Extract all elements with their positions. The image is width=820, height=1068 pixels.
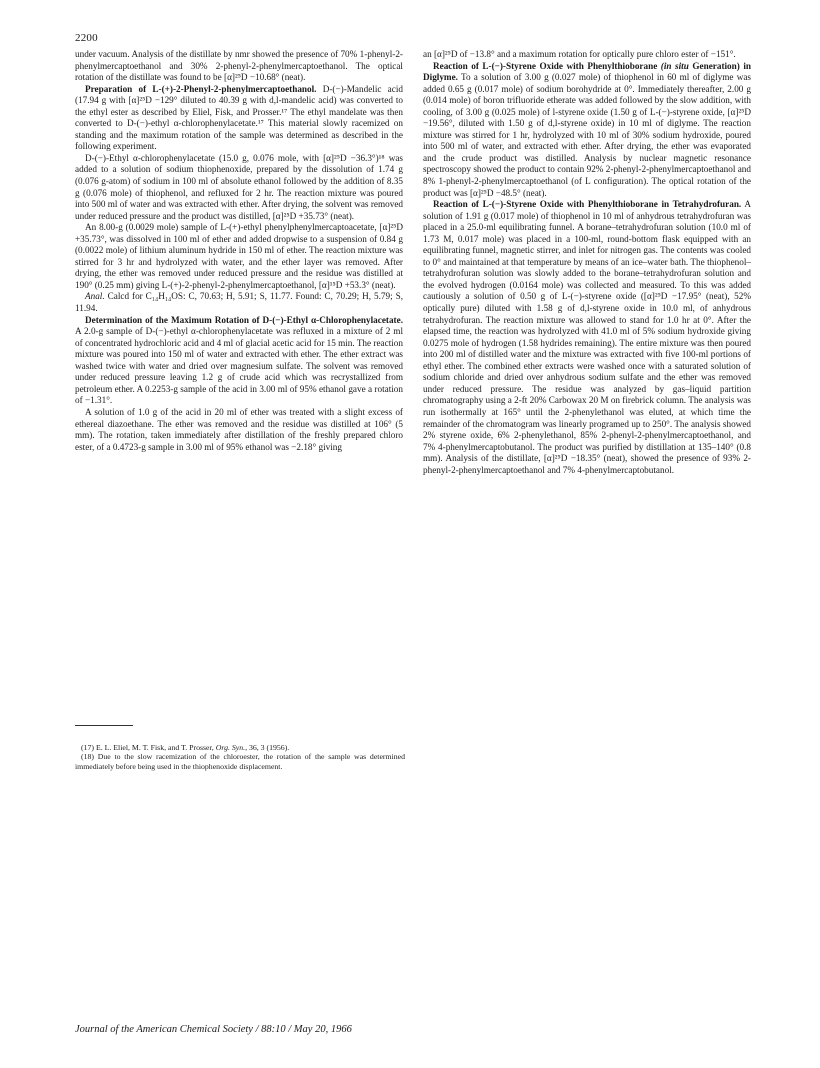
right-column xyxy=(423,49,751,476)
paragraph xyxy=(75,291,403,314)
section-heading: Reaction of L-(−)-Styrene Oxide with Phenylthioborane xyxy=(433,60,658,71)
paragraph xyxy=(75,315,403,407)
footnotes xyxy=(75,743,405,771)
footnote-text: , 36, 3 (1956). xyxy=(245,743,290,752)
page-number: 2200 xyxy=(75,32,98,44)
footnote-text: (17) E. L. Eliel, M. T. Fisk, and T. Prosser, xyxy=(81,743,216,752)
paragraph-text: D-(−)-Mandelic acid (17.94 g with [α]²⁵D −129° diluted to 40.39 g with d,l-mandelic acid) was converted to the ethyl ester as described by Eliel, Fisk, and Prosser.¹⁷ The ethyl mandelate was then converted to D-(−)-ethyl α-chlorophenylacetate.¹⁷ This material slowly racemized on standing and the maximum rotation of the sample was determined as described in the following experiment. xyxy=(75,83,403,152)
paragraph-text: To a solution of 3.00 g (0.027 mole) of thiophenol in 60 ml of diglyme was added 0.65 g (0.017 mole) of sodium borohydride at 0°. Immediately thereafter, 2.00 g (0.014 mole) of boron trifluoride etherate was added followed by the slow addition, with cooling, of 3.00 g (0.025 mole) of l-styrene oxide (1.50 g of L-(−)-styrene oxide, [α]²⁵D −19.56°, diluted with 1.50 g of d,l-styrene oxide) in 10 ml of diglyme. The reaction mixture was stirred for 1 hr, hydrolyzed with 10 ml of 30% sodium hydroxide, poured into 500 ml of water, and extracted with ether. After drying, the ether was evaporated and the crude product was distilled. Analysis by nuclear magnetic resonance spectroscopy showed the product to contain 92% 2-phenyl-2-phenylmercaptoethanol and 8% 1-phenyl-2-phenylmercaptoethanol (of L configuration). The optical rotation of the product was [α]²⁵D −48.5° (neat). xyxy=(423,72,751,198)
section-heading-cont: Generation) in Diglyme. xyxy=(423,60,752,83)
paragraph: D-(−)-Ethyl α-chlorophenylacetate (15.0 g, 0.076 mole, with [α]²⁵D −36.3°)¹⁸ was added to a solution of sodium thiophenoxide, prepared by the dissolution of 1.74 g (0.076 g-atom) of sodium in 100 ml of absolute ethanol followed by the addition of 8.35 g (0.076 mole) of thiophenol, and refluxed for 2 hr. The reaction mixture was poured into 500 ml of water and was extracted with ether. After drying, the solvent was removed under reduced pressure and the product was distilled, [α]²⁵D +35.73° (neat). xyxy=(75,152,403,221)
footnote-18: (18) Due to the slow racemization of the chloroester, the rotation of the sample was determined immediately before being used in the thiophenoxide displacement. xyxy=(75,752,405,771)
paragraph-text: A solution of 1.91 g (0.017 mole) of thiophenol in 10 ml of anhydrous tetrahydrofuran was placed in a 25.0-ml equilibrating funnel. A borane–tetrahydrofuran solution (10.0 ml of 1.73 M, 0.017 mole) was placed in a 100-ml, round-bottom flask equipped with an equilibrating funnel, magnetic stirrer, and inlet for nitrogen gas. The contents was cooled to 0° and maintained at that temperature by means of an ice–water bath. The thiophenol–tetrahydrofuran solution was slowly added to the borane–tetrahydrofuran solution and the evolved hydrogen (0.0164 mole) was collected and measured. To this was added cautiously a solution of 0.50 g of L-(−)-styrene oxide ([α]²⁵D −17.95° (neat), 52% optically pure) diluted with 1.58 g of d,l-styrene oxide in 10.0 ml, of anhydrous tetrahydrofuran. The reaction mixture was allowed to stand for 1.0 hr at 0°. After the elapsed time, the reaction was hydrolyzed with 41.0 ml of 5% sodium hydroxide giving 0.0275 mole of hydrogen (1.58 hydrides remaining). The entire mixture was then poured into 200 ml of distilled water and the mixture was extracted with five 100-ml portions of ethyl ether. The combined ether extracts were washed once with a saturated solution of sodium chloride and dried over anhydrous sodium sulfate and the ether was removed under reduced pressure. The residue was analyzed by gas–liquid partition chromatography using a 2-ft 20% Carbowax 20 M on firebrick column. The analysis was run isothermally at 165° until the 2-phenylethanol was eluted, at which time the remainder of the chromatogram was linearly programed up to 250°. The analysis showed 2% styrene oxide, 6% 2-phenylethanol, 85% 2-phenyl-2-phenylmercaptoethanol, and 7% 4-phenylmercaptobutanol. The product was purified by distillation at 135–140° (0.8 mm). Analysis of the distillate, [α]²⁵D −18.35° (neat), showed the presence of 93% 2-phenyl-2-phenylmercaptoethanol and 7% 4-phenylmercaptobutanol. xyxy=(423,199,751,475)
paragraph xyxy=(423,199,751,476)
anal-label: Anal. xyxy=(85,291,105,302)
section-heading: Determination of the Maximum Rotation of D-(−)-Ethyl α-Chlorophenylacetate. xyxy=(85,314,403,325)
paragraph: under vacuum. Analysis of the distillate by nmr showed the presence of 70% 1-phenyl-2-phenylmercaptoethanol and 30% 2-phenyl-2-phenylmercaptoethanol. The optical rotation of the distillate was found to be [α]²⁵D −10.68° (neat). xyxy=(75,49,403,83)
paragraph-text: Calcd for C₁₄H₁₄OS: C, 70.63; H, 5.91; S, 11.77. Found: C, 70.29; H, 5.79; S, 11.94. xyxy=(75,291,403,314)
footnote-divider xyxy=(75,725,133,726)
paragraph: an [α]²⁵D of −13.8° and a maximum rotation for optically pure chloro ester of −151°. xyxy=(423,49,736,59)
journal-name: Org. Syn. xyxy=(215,743,246,752)
paragraph: An 8.00-g (0.0029 mole) sample of L-(+)-ethyl phenylphenylmercaptoacetate, [α]²⁵D +35.73°, was dissolved in 100 ml of ether and added dropwise to a suspension of 0.84 g (0.0022 mole) of lithium aluminum hydride in 150 ml of ether. The reaction mixture was stirred for 3 hr and hydrolyzed with water, and the ether layer was removed. After drying, the ether was removed under reduced pressure and the residue was distilled at 190° (0.25 mm) giving L-(+)-2-phenyl-2-phenylmercaptoethanol, [α]¹⁵D +53.3° (neat). xyxy=(75,222,403,290)
paragraph xyxy=(423,61,751,200)
paragraph-text: A 2.0-g sample of D-(−)-ethyl α-chlorophenylacetate was refluxed in a mixture of 2 ml of concentrated hydrochloric acid and 4 ml of glacial acetic acid for 15 min. The reaction mixture was poured into 150 ml of water and extracted with ether. The ether extract was washed twice with water and dried over magnesium sulfate. The solvent was removed under reduced pressure leaving 1.2 g of crude acid which was recrystallized from petroleum ether. A 0.2253-g sample of the acid in 3.00 ml of 95% ethanol gave a rotation of −1.31°. xyxy=(75,326,403,406)
paragraph xyxy=(75,84,403,153)
paragraph: A solution of 1.0 g of the acid in 20 ml of ether was treated with a slight excess of ethereal diazoethane. The ether was removed and the residue was distilled at 106° (5 mm). The rotation, taken immediately after distillation of the freshly prepared chloro ester, of a 0.4723-g sample in 3.00 ml of 95% ethanol was −2.18° giving xyxy=(75,406,403,452)
journal-footer: Journal of the American Chemical Society / 88:10 / May 20, 1966 xyxy=(75,1024,352,1035)
section-heading: Reaction of L-(−)-Styrene Oxide with Phenylthioborane in Tetrahydrofuran. xyxy=(433,199,742,210)
footnote-17 xyxy=(75,743,405,752)
section-heading-italic: (in situ xyxy=(657,60,689,71)
left-column xyxy=(75,49,403,453)
section-heading: Preparation of L-(+)-2-Phenyl-2-phenylmercaptoethanol. xyxy=(85,83,317,94)
